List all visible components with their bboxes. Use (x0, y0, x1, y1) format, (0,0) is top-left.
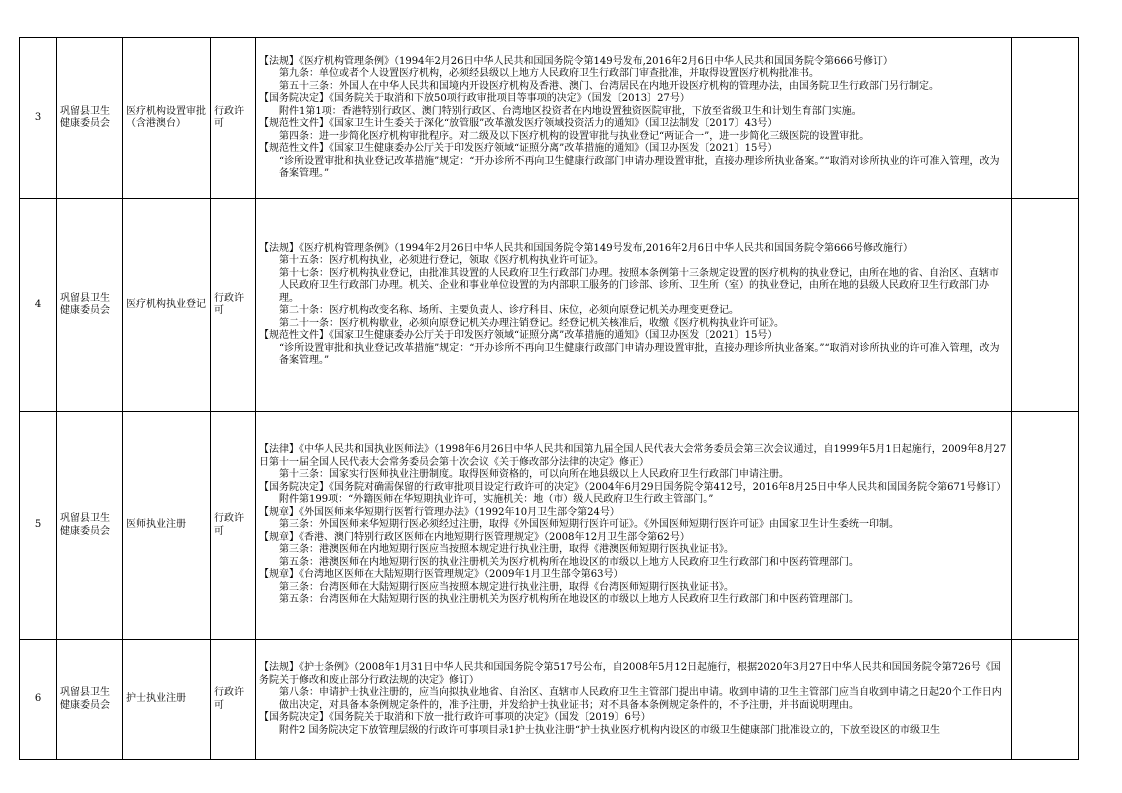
table-row (20, 412, 1079, 640)
basis-line: 第四条：进一步简化医疗机构审批程序。对二级及以下医疗机构的设置审批与执业登记“两证合一”，进一步简化三级医院的设置审批。 (279, 130, 870, 142)
basis-line: 附件1第1项：香港特别行政区、澳门特别行政区、台湾地区投资者在内地设置独资医院审批，下放至省级卫生和计划生育部门实施。 (279, 105, 862, 117)
basis-line: 【法规】《医疗机构管理条例》（1994年2月26日中华人民共和国国务院令第149号发布,2016年2月6日中华人民共和国国务院令第666号修改施行） (259, 242, 914, 254)
legal-basis-cell (256, 38, 1012, 199)
legal-basis-cell (256, 199, 1012, 412)
item-name-cell: 护士执业注册 (123, 640, 211, 760)
legal-basis-cell (256, 412, 1012, 640)
basis-line: 第五条：港澳医师在内地短期行医的执业注册机关为医疗机构所在地设区的市级以上地方人民政府卫生行政部门和中医药管理部门。 (279, 556, 859, 568)
basis-line: 【国务院决定】《国务院关于取消和下放一批行政许可事项的决定》（国发〔2019〕6号） (259, 712, 651, 723)
basis-line: 第五条：台湾医师在大陆短期行医的执业注册机关为医疗机构所在地设区的市级以上地方人民政府卫生行政部门和中医药管理部门。 (279, 594, 859, 606)
basis-line: 第三条：港澳医师在内地短期行医应当按照本规定进行执业注册，取得《港澳医师短期行医执业证书》。 (279, 544, 734, 556)
permission-table (19, 37, 1079, 760)
basis-line: 【法规】《医疗机构管理条例》（1994年2月26日中华人民共和国国务院令第149号发布,2016年2月6日中华人民共和国国务院令第666号修订） (259, 55, 894, 67)
remarks-cell (1012, 199, 1079, 412)
department-cell: 巩留县卫生健康委员会 (57, 38, 123, 199)
basis-line: 【规章】《香港、澳门特别行政区医师在内地短期行医管理规定》（2008年12月卫生部令第62号） (259, 531, 690, 543)
basis-line: 第八条：申请护士执业注册的，应当向拟执业地省、自治区、直辖市人民政府卫生主管部门提出申请。收到申请的卫生主管部门应当自收到申请之日起20个工作日内做出决定，对具备本条例规定条件的，准予注册，并发给护士执业证书；对不具备本条例规定条件的，不予注册，并书面说明理由。 (279, 687, 1002, 711)
basis-line: “诊所设置审批和执业登记改革措施”规定：“开办诊所不再向卫生健康行政部门申请办理设置审批，直接办理诊所执业备案。”“取消对诊所执业的许可准入管理，改为备案管理。” (279, 155, 1000, 179)
remarks-cell (1012, 412, 1079, 640)
basis-line: 第三条：外国医师来华短期行医必须经过注册，取得《外国医师短期行医许可证》。《外国医师短期行医许可证》由国家卫生计生委统一印制。 (279, 519, 899, 531)
basis-line: 【法律】《中华人民共和国执业医师法》（1998年6月26日中华人民共和国第九届全国人民代表大会常务委员会第三次会议通过，自1999年5月1日起施行，2009年8月27日第十一届全国人民代表大会常务委员会第十次会议《关于修改部分法律的决定》修正） (259, 444, 1007, 468)
legal-basis-cell (256, 640, 1012, 760)
basis-line: 附件第199项：“外籍医师在华短期执业许可，实施机关：地（市）级人民政府卫生行政主管部门。” (279, 494, 714, 506)
department-cell: 巩留县卫生健康委员会 (57, 412, 123, 640)
item-type-cell: 行政许可 (211, 412, 256, 640)
basis-line: 第十五条：医疗机构执业，必须进行登记，领取《医疗机构执业许可证》。 (279, 255, 604, 266)
row-number-cell: 3 (20, 38, 57, 199)
basis-line: 第三条：台湾医师在大陆短期行医应当按照本规定进行执业注册，取得《台湾医师短期行医执业证书》。 (279, 581, 734, 593)
basis-line: 第十七条：医疗机构执业登记，由批准其设置的人民政府卫生行政部门办理。按照本条例第十三条规定设置的医疗机构的执业登记，由所在地的省、自治区、直辖市人民政府卫生行政部门办理。机关、企业和事业单位设置的为内部职工服务的门诊部、诊所、卫生所（室）的执业登记，由所在地的县级人民政府卫生行政部门办理。 (279, 267, 999, 304)
basis-line: 第九条：单位或者个人设置医疗机构，必须经县级以上地方人民政府卫生行政部门审查批准，并取得设置医疗机构批准书。 (279, 68, 819, 79)
basis-line: 【规范性文件】《国家卫生健康委办公厅关于印发医疗领域“证照分离”改革措施的通知》（国卫办医发〔2021〕15号） (259, 330, 778, 341)
basis-line: 第二十一条：医疗机构歇业，必须向原登记机关办理注销登记。经登记机关核准后，收缴《医疗机构执业许可证》。 (279, 317, 784, 329)
table-row (20, 38, 1079, 199)
basis-line: 【规章】《外国医师来华短期行医暂行管理办法》（1992年10月卫生部令第24号） (259, 506, 620, 518)
department-cell: 巩留县卫生健康委员会 (57, 640, 123, 760)
item-type-cell: 行政许可 (211, 199, 256, 412)
item-name-cell: 医疗机构设置审批（含港澳台） (123, 38, 211, 199)
item-name-cell: 医疗机构执业登记 (123, 199, 211, 412)
row-number-cell: 6 (20, 640, 57, 760)
basis-line: 第十三条：国家实行医师执业注册制度。取得医师资格的，可以向所在地县级以上人民政府卫生行政部门申请注册。 (279, 469, 789, 481)
basis-line: 第五十三条：外国人在中华人民共和国境内开设医疗机构及香港、澳门、台湾居民在内地开设医疗机构的管理办法，由国务院卫生行政部门另行制定。 (279, 80, 939, 92)
row-number-cell: 4 (20, 199, 57, 412)
basis-line: 附件2 国务院决定下放管理层级的行政许可事项目录1护士执业注册“护士执业医疗机构内设区的市级卫生健康部门批准设立的，下放至设区的市级卫生 (279, 724, 941, 736)
basis-line: 【规范性文件】《国家卫生计生委关于深化“放管服”改革激发医疗领域投资活力的通知》（国卫法制发〔2017〕43号） (259, 118, 778, 129)
item-type-cell: 行政许可 (211, 38, 256, 199)
remarks-cell (1012, 38, 1079, 199)
department-cell: 巩留县卫生健康委员会 (57, 199, 123, 412)
item-name-cell: 医师执业注册 (123, 412, 211, 640)
basis-line: 【国务院决定】《国务院关于取消和下放50项行政审批项目等事项的决定》（国发〔2013〕27号） (259, 93, 690, 104)
basis-line: “诊所设置审批和执业登记改革措施”规定：“开办诊所不再向卫生健康行政部门申请办理设置审批，直接办理诊所执业备案。”“取消对诊所执业的许可准入管理，改为备案管理。” (279, 342, 1000, 366)
basis-line: 【规章】《台湾地区医师在大陆短期行医管理规定》（2009年1月卫生部令第63号） (259, 569, 624, 581)
basis-line: 【规范性文件】《国家卫生健康委办公厅关于印发医疗领域“证照分离”改革措施的通知》（国卫办医发〔2021〕15号） (259, 143, 778, 154)
item-type-cell: 行政许可 (211, 640, 256, 760)
basis-line: 第二十条：医疗机构改变名称、场所、主要负责人、诊疗科目、床位，必须向原登记机关办理变更登记。 (279, 305, 739, 316)
row-number-cell: 5 (20, 412, 57, 640)
table-row (20, 199, 1079, 412)
remarks-cell (1012, 640, 1079, 760)
basis-line: 【国务院决定】《国务院对确需保留的行政审批项目设定行政许可的决定》（2004年6月29日国务院令第412号，2016年8月25日中华人民共和国国务院令第671号修订） (259, 481, 1007, 493)
basis-line: 【法规】《护士条例》（2008年1月31日中华人民共和国国务院令第517号公布，自2008年5月12日起施行，根据2020年3月27日中华人民共和国国务院令第726号《国务院关于修改和废止部分行政法规的决定》修订） (259, 662, 1001, 686)
table-row (20, 640, 1079, 760)
